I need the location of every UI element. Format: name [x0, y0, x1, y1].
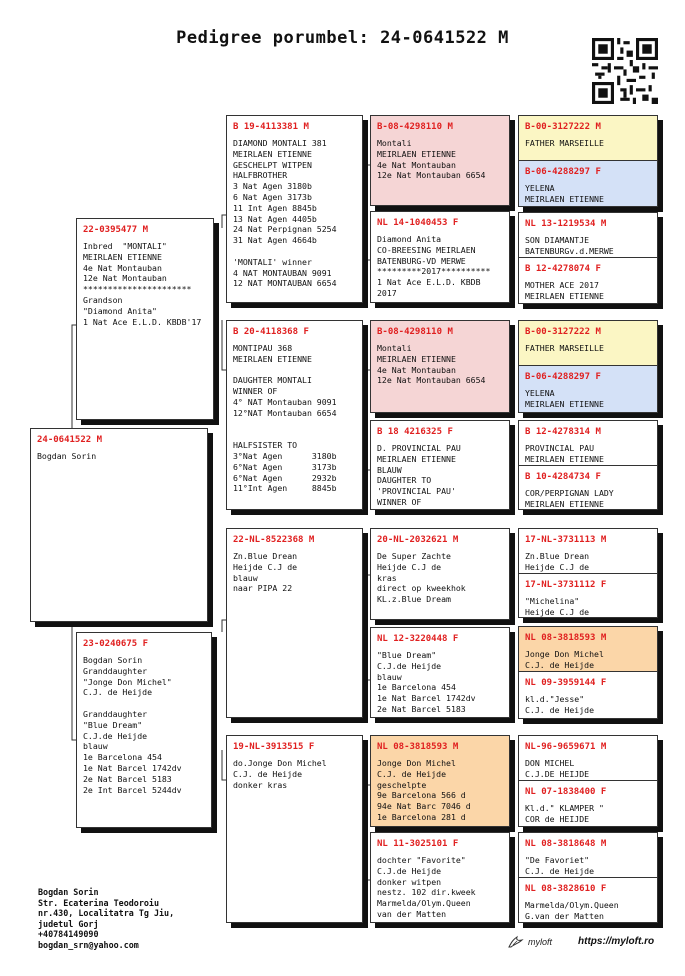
ggg-text: kl.d."Jesse" C.J. de Heijde	[525, 694, 595, 715]
great-grandparent-ring: NL 11-3025101 F	[377, 839, 459, 849]
ggg-text: PROVINCIAL PAU MEIRLAEN ETIENNE	[525, 443, 604, 464]
myloft-logo-icon	[508, 935, 524, 949]
ggg-cell	[519, 213, 657, 257]
ggg-cell	[519, 780, 657, 827]
ggg-cell	[519, 321, 657, 365]
owner-street: Str. Ecaterina Teodoroiu	[38, 897, 160, 908]
great-grandparent-text: D. PROVINCIAL PAU MEIRLAEN ETIENNE BLAUW DAUGHTER TO 'PROVINCIAL PAU' WINNER OF	[377, 443, 461, 507]
dam-card	[76, 632, 212, 828]
great-grandparent-text: "Blue Dream" C.J.de Heijde blauw 1e Barcelona 454 1e Nat Barcel 1742dv 2e Nat Barcel 5183	[377, 650, 476, 714]
ggg-ring: 17-NL-3731112 F	[525, 580, 607, 590]
ggg-cell	[519, 365, 657, 413]
ggg-cell	[519, 116, 657, 160]
grandparent-ring: B 19-4113381 M	[233, 122, 309, 132]
great-grandparent-card	[370, 115, 510, 206]
ggg-text: Kl.d." KLAMPER " COR de HEIJDE	[525, 803, 604, 824]
great-grandparent-card	[370, 528, 510, 620]
ggg-cell	[519, 573, 657, 618]
ggg-cell	[519, 529, 657, 573]
ggg-text: Jonge Don Michel C.J. de Heijde	[525, 649, 604, 670]
ggg-ring: B 10-4284734 F	[525, 472, 601, 482]
great-grandparent-cell	[371, 321, 509, 412]
grandparent-text: do.Jonge Don Michel C.J. de Heijde donker kras	[233, 758, 327, 790]
ggg-text: MOTHER ACE 2017 MEIRLAEN ETIENNE	[525, 280, 604, 301]
ggg-cell	[519, 465, 657, 510]
ggg-ring: NL 09-3959144 F	[525, 678, 607, 688]
grandparent-ring: 22-NL-8522368 M	[233, 535, 315, 545]
ggg-cell	[519, 877, 657, 923]
ggg-card	[518, 735, 658, 827]
ggg-text: DON MICHEL C.J.DE HEIJDE	[525, 758, 590, 779]
great-grandparent-text: dochter "Favorite" C.J.de Heijde donker witpen nestz. 102 dir.kweek Marmelda/Olym.Queen van der Matten	[377, 855, 476, 919]
ggg-text: YELENA MEIRLAEN ETIENNE	[525, 388, 604, 409]
great-grandparent-card	[370, 211, 510, 303]
owner-address: nr.430, Localitatra Tg Jiu,	[38, 908, 175, 919]
ggg-card	[518, 115, 658, 207]
ggg-text: "Michelina" Heijde C.J de	[525, 596, 590, 617]
ggg-ring: B 12-4278074 F	[525, 264, 601, 274]
subject-card	[30, 428, 208, 622]
owner-phone: +40784149090	[38, 929, 99, 940]
ggg-ring: NL 08-3818648 M	[525, 839, 607, 849]
great-grandparent-ring: NL 14-1040453 F	[377, 218, 459, 228]
grandparent-ring: 19-NL-3913515 F	[233, 742, 315, 752]
ggg-card	[518, 626, 658, 719]
ggg-ring: 17-NL-3731113 M	[525, 535, 607, 545]
owner-contact	[38, 887, 174, 951]
owner-email[interactable]: bogdan_srn@yahoo.com	[38, 939, 139, 950]
great-grandparent-cell	[371, 736, 509, 826]
ggg-card	[518, 212, 658, 304]
ggg-cell	[519, 671, 657, 719]
ggg-ring: B-00-3127222 M	[525, 122, 601, 132]
grandparent-text: Zn.Blue Drean Heijde C.J de blauw naar PIPA 22	[233, 551, 298, 594]
ggg-text: FATHER MARSEILLE	[525, 138, 604, 148]
footer-url[interactable]: https://myloft.ro	[578, 936, 655, 947]
ggg-ring: B-06-4288297 F	[525, 372, 601, 382]
grandparent-ring: B 20-4118368 F	[233, 327, 309, 337]
great-grandparent-ring: B-08-4298110 M	[377, 327, 453, 337]
owner-name: Bogdan Sorin	[38, 887, 99, 897]
ggg-cell	[519, 627, 657, 671]
great-grandparent-card	[370, 832, 510, 923]
ggg-ring: B-06-4288297 F	[525, 167, 601, 177]
ggg-text: Marmelda/Olym.Queen G.van der Matten	[525, 900, 619, 921]
great-grandparent-text: De Super Zachte Heijde C.J de kras direct op kweekhok KL.z.Blue Dream	[377, 551, 466, 605]
great-grandparent-ring: NL 08-3818593 M	[377, 742, 459, 752]
great-grandparent-text: Jonge Don Michel C.J. de Heijde geschelpte 9e Barcelona 566 d 94e Nat Barc 7046 d 1e Barcelona 281 d	[377, 758, 471, 822]
owner-county: judetul Gorj	[38, 918, 99, 929]
ggg-cell	[519, 736, 657, 780]
sire-card	[76, 218, 214, 420]
ggg-ring: NL 07-1838400 F	[525, 787, 607, 797]
ggg-text: "De Favoriet" C.J. de Heijde	[525, 855, 595, 876]
great-grandparent-ring: B 18 4216325 F	[377, 427, 453, 437]
page-title: Pedigree porumbel: 24-0641522 M	[176, 28, 509, 48]
grandparent-text: DIAMOND MONTALI 381 MEIRLAEN ETIENNE GESCHELPT WITPEN HALFBROTHER 3 Nat Agen 3180b 6 Nat Agen 3173b 11 Int Agen 8845b 13 Nat Agen 4405b 24 Nat Perpignan 5254 31 Nat Agen 4664b 'MONTALI' winner 4 NAT MONTAUBAN 9091 12 NAT MONTAUBAN 6654	[233, 138, 337, 289]
dam-text: Bogdan Sorin Granddaughter "Jonge Don Michel" C.J. de Heijde Granddaughter "Blue Dream" C.J.de Heijde blauw 1e Barcelona 454 1e Nat Barcel 1742dv 2e Nat Barcel 5183 2e Int Barcel 5244dv	[83, 655, 182, 795]
great-grandparent-card	[370, 420, 510, 510]
ggg-cell	[519, 833, 657, 877]
ggg-ring: B-00-3127222 M	[525, 327, 601, 337]
great-grandparent-card	[370, 320, 510, 413]
grandparent-text: MONTIPAU 368 MEIRLAEN ETIENNE DAUGHTER MONTALI WINNER OF 4° NAT Montauban 9091 12°NAT Montauban 6654 HALFSISTER TO 3°Nat Agen 3180b 6°Nat Agen 3173b 6°Nat Agen 2932b 11°Int Agen 8845b	[233, 343, 337, 494]
ggg-card	[518, 832, 658, 923]
logo-text: myloft	[528, 937, 553, 947]
ggg-ring: B 12-4278314 M	[525, 427, 601, 437]
great-grandparent-card	[370, 735, 510, 827]
great-grandparent-text: Montali MEIRLAEN ETIENNE 4e Nat Montauban 12e Nat Montauban 6654	[377, 138, 486, 181]
ggg-text: FATHER MARSEILLE	[525, 343, 604, 353]
ggg-ring: NL 08-3828610 F	[525, 884, 607, 894]
ggg-card	[518, 320, 658, 413]
great-grandparent-text: Diamond Anita CO-BREESING MEIRLAEN BATENBURG-VD MERWE *********2017********** 1 Nat Ace E.L.D. KBDB 2017	[377, 234, 491, 298]
subject-text: Bogdan Sorin	[37, 451, 97, 461]
grandparent-card	[226, 528, 363, 718]
ggg-ring: NL 13-1219534 M	[525, 219, 607, 229]
ggg-text: SON DIAMANTJE BATENBURGv.d.MERWE	[525, 235, 614, 256]
great-grandparent-text: Montali MEIRLAEN ETIENNE 4e Nat Montauban 12e Nat Montauban 6654	[377, 343, 486, 386]
ggg-ring: NL 08-3818593 M	[525, 633, 607, 643]
myloft-logo	[508, 935, 552, 949]
grandparent-card	[226, 115, 363, 303]
great-grandparent-ring: B-08-4298110 M	[377, 122, 453, 132]
qr-code-icon	[592, 38, 658, 104]
ggg-text: Zn.Blue Drean Heijde C.J de	[525, 551, 590, 572]
ggg-cell	[519, 257, 657, 304]
ggg-cell	[519, 160, 657, 207]
great-grandparent-card	[370, 627, 510, 718]
grandparent-card	[226, 320, 363, 510]
grandparent-card	[226, 735, 363, 923]
ggg-card	[518, 420, 658, 510]
ggg-ring: NL-96-9659671 M	[525, 742, 607, 752]
subject-ring: 24-0641522 M	[37, 435, 103, 445]
sire-text: Inbred "MONTALI" MEIRLAEN ETIENNE 4e Nat Montauban 12e Nat Montauban ********************** Grandson "Diamond Anita" 1 Nat Ace E.L.D. KBDB'17	[83, 241, 202, 327]
great-grandparent-ring: NL 12-3220448 F	[377, 634, 459, 644]
great-grandparent-cell	[371, 116, 509, 205]
ggg-card	[518, 528, 658, 618]
ggg-cell	[519, 421, 657, 465]
ggg-text: COR/PERPIGNAN LADY MEIRLAEN ETIENNE	[525, 488, 614, 509]
great-grandparent-ring: 20-NL-2032621 M	[377, 535, 459, 545]
ggg-text: YELENA MEIRLAEN ETIENNE	[525, 183, 604, 204]
dam-ring: 23-0240675 F	[83, 639, 149, 649]
sire-ring: 22-0395477 M	[83, 225, 149, 235]
